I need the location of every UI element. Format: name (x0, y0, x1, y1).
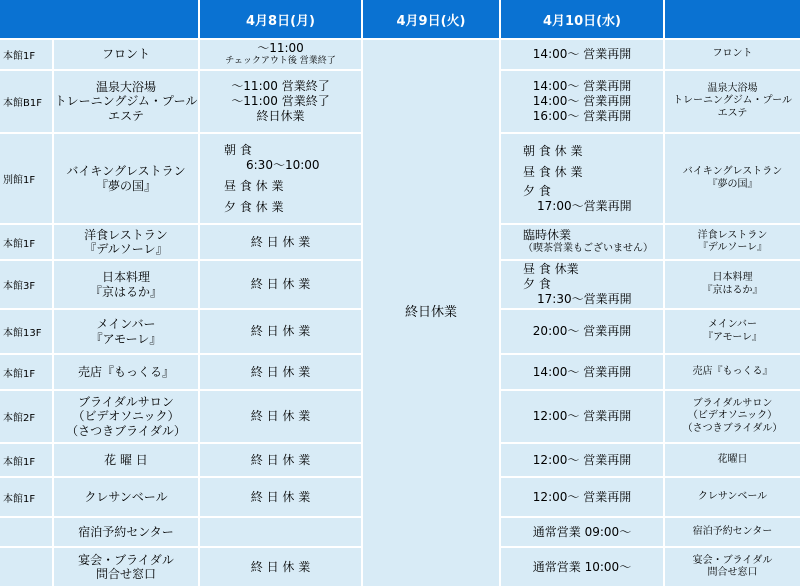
facility-right-cell (665, 225, 800, 259)
facility-cell (54, 71, 198, 132)
day3-status-cell (501, 548, 663, 586)
day1-line: 朝 食 (224, 142, 252, 157)
location-cell (0, 225, 52, 259)
facility-line: エステ (108, 108, 144, 123)
facility-right-cell (665, 40, 800, 69)
location-label: 本館1F (3, 238, 36, 250)
day1-line: 昼 食 休 業 (224, 178, 284, 193)
facility-cell (54, 134, 198, 223)
right-line: クレサンベール (697, 490, 768, 502)
location-label: 本館13F (3, 328, 42, 339)
right-line: 問合せ窓口 (707, 567, 758, 578)
right-line: 『夢の国』 (707, 178, 758, 190)
day3-line: 16:00〜 営業再開 (532, 109, 632, 123)
facility-cell (54, 310, 198, 353)
day2-all-closed-cell (363, 40, 499, 586)
facility-line: メインバー (96, 317, 156, 332)
facility-right-cell (665, 478, 800, 516)
day1-line: チェックアウト後 営業終了 (225, 56, 336, 67)
day1-line: 終 日 休 業 (250, 452, 311, 467)
facility-cell (54, 478, 198, 516)
day1-line: 6:30〜10:00 (246, 157, 320, 172)
location-label: 本館B1F (3, 98, 42, 109)
right-line: エステ (717, 107, 748, 119)
location-cell (0, 355, 52, 389)
right-line: フロント (712, 48, 753, 60)
facility-cell (54, 40, 198, 69)
right-line: 洋食レストラン (697, 229, 768, 241)
day3-status-cell (501, 310, 663, 353)
facility-cell (54, 391, 198, 442)
header-day3: 4月10日(水) (501, 0, 663, 38)
day3-line: （喫茶営業もございません） (523, 243, 653, 255)
facility-cell (54, 548, 198, 586)
right-line: 宿泊予約センター (692, 525, 773, 537)
day3-line: 12:00〜 営業再開 (532, 452, 632, 467)
location-label: 本館3F (3, 281, 36, 292)
facility-line: 宿泊予約センター (78, 524, 174, 539)
right-line: 日本料理 (712, 272, 753, 283)
location-cell (0, 261, 52, 308)
header-right-cell (665, 0, 800, 38)
facility-line: 『夢の国』 (95, 178, 156, 193)
facility-line: 宴会・ブライダル (78, 552, 174, 567)
day1-line: 〜11:00 営業終了 (231, 94, 330, 108)
day1-status-cell (200, 548, 361, 586)
facility-right-cell (665, 355, 800, 389)
facility-right-cell (665, 71, 800, 132)
right-line: 『デルソーレ』 (697, 242, 768, 253)
day3-status-cell (501, 225, 663, 259)
day1-line: 終 日 休 業 (250, 409, 311, 423)
facility-line: クレサンベール (84, 489, 168, 504)
day1-line: 終 日 休 業 (250, 489, 311, 504)
day1-status-cell (200, 261, 361, 308)
header-day2: 4月9日(火) (363, 0, 499, 38)
day1-line: 夕 食 休 業 (224, 199, 284, 214)
day3-line: 通常営業 10:00〜 (532, 559, 632, 574)
facility-cell (54, 261, 198, 308)
location-cell (0, 310, 52, 353)
location-cell (0, 40, 52, 69)
location-label: 本館1F (3, 51, 36, 62)
day1-status-cell (200, 355, 361, 389)
facility-right-cell (665, 518, 800, 546)
facility-line: 『アモーレ』 (90, 331, 162, 346)
facility-cell (54, 355, 198, 389)
facility-right-cell (665, 134, 800, 223)
right-line: 『アモーレ』 (703, 331, 762, 343)
facility-line: 温泉大浴場 (95, 79, 156, 94)
location-cell (0, 518, 52, 546)
facility-line: バイキングレストラン (66, 164, 186, 179)
right-line: 『京はるか』 (702, 284, 763, 296)
right-line: 宴会・ブライダル (692, 554, 773, 566)
day1-status-cell (200, 225, 361, 259)
facility-cell (54, 444, 198, 476)
day3-line: 朝 食 休 業 (523, 143, 583, 158)
day3-line: 14:00〜 営業再開 (532, 94, 632, 108)
location-cell (0, 71, 52, 132)
day1-status-cell (200, 134, 361, 223)
facility-line: トレーニングジム・プール (54, 94, 198, 109)
day3-line: 12:00〜 営業再開 (532, 489, 632, 504)
facility-cell (54, 518, 198, 546)
day3-status-cell (501, 355, 663, 389)
day1-line: 終 日 休 業 (250, 234, 311, 249)
day3-status-cell (501, 40, 663, 69)
location-cell (0, 548, 52, 586)
day1-line: 終 日 休 業 (250, 364, 311, 379)
day3-line: 17:30〜営業再開 (537, 292, 632, 306)
day3-line: 14:00〜 営業再開 (532, 79, 632, 93)
day3-line: 昼 食 休 業 (523, 164, 583, 179)
day3-status-cell (501, 478, 663, 516)
location-label: 本館1F (3, 368, 36, 380)
right-line: 温泉大浴場 (707, 82, 758, 94)
facility-cell (54, 225, 198, 259)
facility-line: フロント (101, 47, 150, 62)
facility-line: （ビデオソニック） (72, 409, 180, 424)
day1-line: 〜11:00 営業終了 (231, 79, 330, 93)
facility-right-cell (665, 261, 800, 308)
day3-line: 14:00〜 営業再開 (532, 364, 632, 379)
day3-status-cell (501, 261, 663, 308)
day1-status-cell (200, 71, 361, 132)
location-cell (0, 444, 52, 476)
day1-line: 終 日 休 業 (250, 324, 311, 338)
facility-line: 『京はるか』 (89, 284, 162, 299)
location-cell (0, 478, 52, 516)
day1-status-cell (200, 40, 361, 69)
day3-line: 夕 食 (523, 183, 551, 198)
facility-right-cell (665, 444, 800, 476)
day2-all-closed: 終日休業 (404, 304, 457, 320)
facility-line: （さつきブライダル） (66, 423, 186, 438)
day1-line: 終 日 休 業 (250, 277, 311, 291)
location-cell (0, 134, 52, 223)
day1-status-cell (200, 518, 361, 546)
day3-status-cell (501, 134, 663, 223)
day3-line: 夕 食 (523, 277, 551, 291)
day1-status-cell (200, 310, 361, 353)
day3-status-cell (501, 444, 663, 476)
day3-line: 12:00〜 営業再開 (532, 409, 632, 423)
location-label: 本館1F (3, 456, 36, 468)
day1-line: 終 日 休 業 (250, 559, 311, 574)
day3-line: 臨時休業 (523, 228, 572, 243)
facility-right-cell (665, 391, 800, 442)
day1-status-cell (200, 444, 361, 476)
right-line: トレーニングジム・プール (673, 95, 792, 107)
facility-line: 問合せ窓口 (95, 567, 156, 581)
day3-status-cell (501, 518, 663, 546)
day3-line: 20:00〜 営業再開 (532, 324, 632, 338)
day1-line: 終日休業 (256, 109, 305, 123)
header-corner-cell (0, 0, 198, 38)
facility-right-cell (665, 548, 800, 586)
day1-line: 〜11:00 (257, 41, 304, 56)
right-line: バイキングレストラン (682, 166, 783, 177)
right-line: （さつきブライダル） (682, 422, 783, 434)
location-label: 本館2F (3, 413, 36, 424)
header-day1: 4月8日(月) (200, 0, 361, 38)
day3-line: 昼 食 休業 (523, 262, 579, 276)
day1-status-cell (200, 478, 361, 516)
right-line: 売店『もっくる』 (692, 365, 773, 377)
facility-right-cell (665, 310, 800, 353)
day3-status-cell (501, 391, 663, 442)
day3-line: 14:00〜 営業再開 (532, 47, 632, 61)
right-line: （ビデオソニック） (687, 410, 778, 422)
location-label: 本館1F (3, 493, 36, 505)
day3-line: 通常営業 09:00〜 (532, 524, 632, 539)
location-label: 別館1F (3, 175, 36, 186)
day3-line: 17:00〜営業再開 (537, 198, 632, 213)
facility-line: 『デルソーレ』 (84, 242, 168, 256)
location-cell (0, 391, 52, 442)
facility-line: 花 曜 日 (104, 452, 148, 467)
right-line: 花曜日 (717, 453, 748, 465)
facility-line: 売店『もっくる』 (77, 364, 174, 379)
facility-line: 洋食レストラン (84, 227, 168, 242)
day1-status-cell (200, 391, 361, 442)
facility-line: 日本料理 (101, 270, 150, 285)
day3-status-cell (501, 71, 663, 132)
right-line: ブライダルサロン (692, 397, 773, 409)
facility-line: ブライダルサロン (78, 394, 174, 409)
right-line: メインバー (707, 319, 758, 330)
